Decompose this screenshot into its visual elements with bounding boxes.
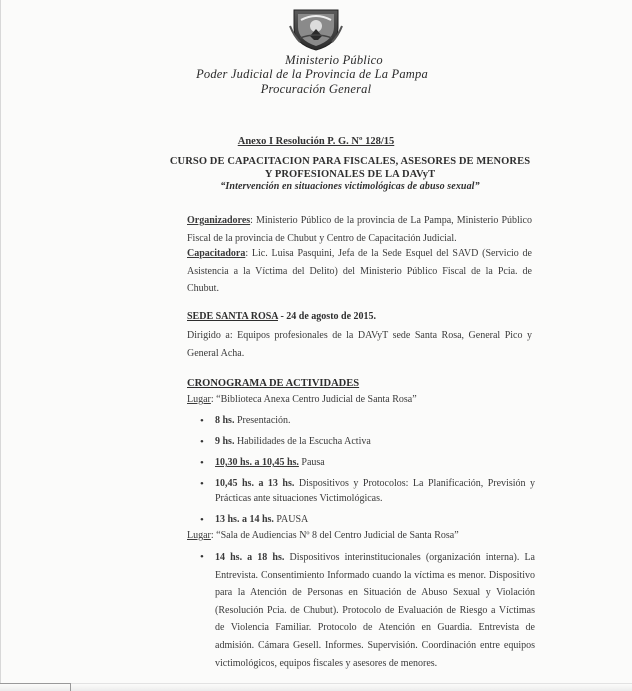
schedule-time: 14 hs. a 18 hs. [215, 552, 285, 563]
list-item [200, 477, 535, 506]
bullet-icon: • [200, 551, 204, 563]
schedule-text: Presentación. [234, 415, 291, 426]
schedule-time: 13 hs. a 14 hs. [215, 513, 274, 525]
coat-of-arms-seal-icon [288, 6, 344, 52]
schedule-text: Pausa [298, 457, 325, 468]
list-item [200, 414, 535, 429]
capacitadora-paragraph [187, 245, 532, 298]
bullet-icon: • [200, 415, 204, 427]
course-title-line2: Y PROFESIONALES DE LA DAVyT [264, 169, 436, 180]
sede-label: SEDE SANTA ROSA [187, 311, 278, 322]
list-item [200, 549, 535, 672]
anexo-resolution: Anexo I Resolución P. G. Nº 128/15 [237, 136, 395, 147]
organizadores-paragraph [187, 212, 532, 247]
bullet-icon: • [200, 436, 204, 448]
list-item [200, 435, 535, 450]
list-item [200, 456, 535, 471]
organizadores-label: Organizadores [187, 215, 251, 226]
schedule-time: 10,30 hs. a 10,45 hs. [215, 457, 299, 468]
lugar-2-label: Lugar [187, 530, 211, 541]
schedule-time: 9 hs. [215, 436, 235, 447]
lugar-1-text: : “Biblioteca Anexa Centro Judicial de Santa Rosa” [210, 394, 417, 405]
capacitadora-text: : Lic. Luisa Pasquini, Jefa de la Sede Esquel del SAVD (Servicio de Asistencia a la Víctima del Delito) del Ministerio Público Fiscal de la Pcia. de Chubut. [187, 248, 532, 294]
sede-heading [187, 311, 376, 322]
header-ministerio: Ministerio Público [285, 53, 383, 67]
schedule-list-afternoon [200, 549, 535, 672]
bullet-icon: • [200, 513, 204, 526]
header-procuracion: Procuración General [260, 82, 372, 96]
lugar-2-text: : “Sala de Audiencias Nº 8 del Centro Judicial de Santa Rosa” [210, 530, 459, 541]
bullet-icon: • [200, 457, 204, 469]
course-title-line1: CURSO DE CAPACITACION PARA FISCALES, ASESORES DE MENORES [169, 156, 531, 167]
capacitadora-label: Capacitadora [187, 248, 246, 259]
schedule-list-morning [200, 414, 535, 534]
schedule-text: Habilidades de la Escucha Activa [234, 436, 371, 447]
schedule-text: Dispositivos y Protocolos: La Planificación, Previsión y Prácticas ante situaciones Victimológicas. [215, 478, 536, 504]
schedule-time: 8 hs. [215, 415, 235, 426]
lugar-1-label: Lugar [187, 394, 211, 405]
lugar-2 [187, 530, 459, 541]
schedule-text: PAUSA [273, 513, 309, 525]
list-item [200, 513, 535, 528]
header-poder-judicial: Poder Judicial de la Provincia de La Pampa [196, 67, 428, 81]
schedule-text: Dispositivos interinstitucionales (organización interna). La Entrevista. Consentimiento Informado cuando la víctima es menor. Dispositivo para la Atención de Personas en Situación de Abuso Sexual y Violación (Resolución Pcia. de Chubut). Protocolo de Evaluación de Riesgo a Víctimas de Violencia Familiar. Protocolo de Atención en Guardia. Entrevista de admisión. Cámara Gesell. Informes. Supervisión. Coordinación entre equipos victimológicos, equipos fiscales y asesores de menores. [215, 552, 535, 669]
sede-date: - 24 de agosto de 2015. [277, 311, 377, 322]
dirigido-paragraph: Dirigido a: Equipos profesionales de la DAVyT sede Santa Rosa, General Pico y General Acha. [187, 330, 532, 359]
schedule-time: 10,45 hs. a 13 hs. [215, 478, 295, 489]
scan-edge [0, 0, 1, 690]
cronograma-heading: CRONOGRAMA DE ACTIVIDADES [187, 378, 360, 389]
organizadores-text: : Ministerio Público de la provincia de La Pampa, Ministerio Público Fiscal de la provincia de Chubut y Centro de Capacitación Judicial. [187, 215, 532, 244]
course-subtitle: “Intervención en situaciones victimológicas de abuso sexual” [220, 181, 480, 192]
bullet-icon: • [200, 478, 204, 490]
lugar-1 [187, 394, 417, 405]
